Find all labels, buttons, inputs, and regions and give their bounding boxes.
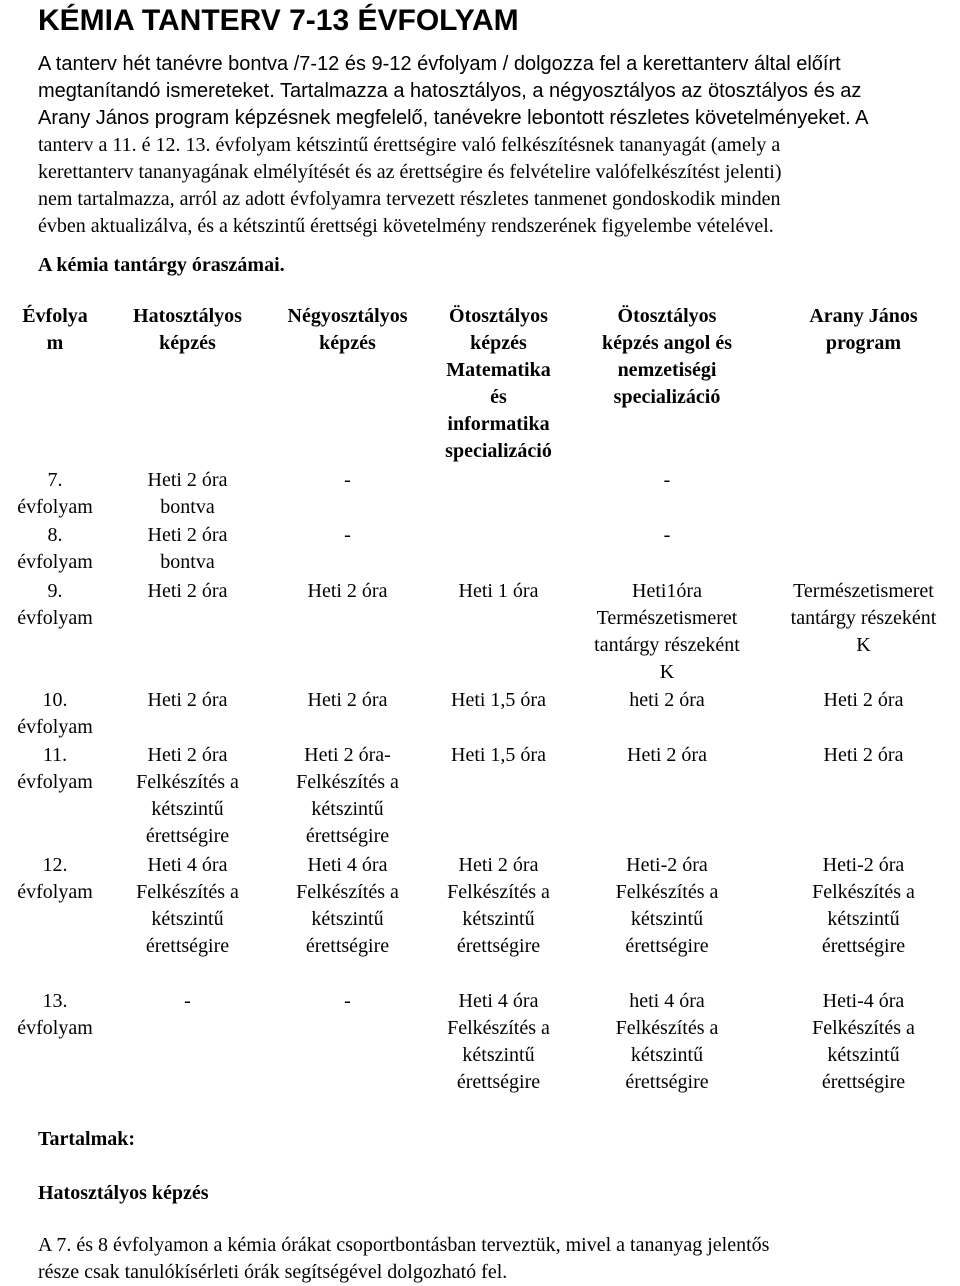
- section-paragraph: [38, 1232, 769, 1286]
- table-cell: -: [663, 469, 671, 491]
- table-cell: Heti 2 óra: [147, 689, 228, 711]
- year-cell: 8. évfolyam: [17, 524, 93, 573]
- table-cell: Heti 1,5 óra: [451, 744, 546, 766]
- header-five-grade-math: Ötosztályos képzés Matematika és informatika specializáció: [445, 305, 552, 462]
- year-cell: 12. évfolyam: [17, 854, 93, 903]
- intro-paragraph-2: [38, 132, 782, 240]
- page-title: KÉMIA TANTERV 7-13 ÉVFOLYAM: [38, 4, 519, 37]
- intro-paragraph-1: [38, 51, 868, 132]
- intro-line: A tanterv hét tanévre bontva /7-12 és 9-12 évfolyam / dolgozza fel a kerettanterv által előírt: [38, 53, 841, 75]
- table-cell: -: [344, 524, 351, 546]
- table-cell: Heti 2 óra Felkészítés a kétszintű érettségire: [447, 854, 550, 957]
- paragraph-line: A 7. és 8 évfolyamon a kémia órákat csoportbontásban terveztük, mivel a tananyag jelentős: [38, 1234, 770, 1256]
- header-four-grade: Négyosztályos képzés: [287, 305, 408, 354]
- year-cell: 10. évfolyam: [17, 689, 93, 738]
- table-cell: Heti-2 óra Felkészítés a kétszintű érettségire: [812, 854, 915, 957]
- intro-line: évben aktualizálva, és a kétszintű érettségi követelmény rendszerének figyelembe vételével.: [38, 215, 774, 237]
- table-cell: -: [344, 990, 351, 1012]
- table-cell: Heti 2 óra- Felkészítés a kétszintű érettségire: [296, 744, 399, 847]
- intro-line: Arany János program képzésnek megfelelő, tanévekre lebontott részletes követelményeket. A: [38, 107, 869, 129]
- header-five-grade-english: Ötosztályos képzés angol és nemzetiségi specializáció: [602, 305, 732, 408]
- table-cell: -: [184, 990, 191, 1012]
- table-cell: Természetismeret tantárgy részeként K: [790, 580, 937, 656]
- table-cell: Heti 1,5 óra: [451, 689, 546, 711]
- table-cell: Heti 4 óra Felkészítés a kétszintű érettségire: [447, 990, 550, 1093]
- table-cell: -: [344, 469, 351, 491]
- table-cell: Heti 2 óra Felkészítés a kétszintű érettségire: [136, 744, 239, 847]
- year-cell: 9. évfolyam: [17, 580, 93, 629]
- header-six-grade: Hatosztályos képzés: [133, 305, 242, 354]
- section-heading: Hatosztályos képzés: [38, 1182, 209, 1204]
- year-cell: 13. évfolyam: [17, 990, 93, 1039]
- intro-line: nem tartalmazza, arról az adott évfolyamra tervezett részletes tanmenet gondoskodik minden: [38, 188, 781, 210]
- header-year: Évfolya m: [22, 305, 88, 354]
- paragraph-line: része csak tanulókísérleti órák segítségével dolgozható fel.: [38, 1261, 508, 1283]
- table-cell: -: [663, 524, 671, 546]
- table-cell: Heti 1 óra: [458, 580, 539, 602]
- intro-line: kerettanterv tananyagának elmélyítését és az érettségire és felvételire valófelkészítést jelenti): [38, 161, 782, 183]
- table-cell: heti 4 óra Felkészítés a kétszintű érettségire: [615, 990, 719, 1093]
- table-cell: Heti 2 óra: [307, 689, 388, 711]
- table-cell: Heti 2 óra: [147, 580, 228, 602]
- table-cell: Heti 2 óra: [627, 744, 707, 766]
- table-cell: Heti 2 óra: [307, 580, 388, 602]
- year-cell: 11. évfolyam: [17, 744, 93, 793]
- table-cell: Heti-4 óra Felkészítés a kétszintű érettségire: [812, 990, 915, 1093]
- table-cell: Heti 4 óra Felkészítés a kétszintű érettségire: [136, 854, 239, 957]
- table-caption: A kémia tantárgy óraszámai.: [38, 254, 285, 276]
- table-cell: Heti 2 óra bontva: [147, 524, 228, 573]
- header-arany-janos: Arany János program: [809, 305, 918, 354]
- table-cell: Heti 2 óra bontva: [147, 469, 228, 518]
- table-cell: Heti-2 óra Felkészítés a kétszintű érettségire: [615, 854, 719, 957]
- year-cell: 7. évfolyam: [17, 469, 93, 518]
- table-cell: Heti 4 óra Felkészítés a kétszintű érettségire: [296, 854, 399, 957]
- intro-line: megtanítandó ismereteket. Tartalmazza a hatosztályos, a négyosztályos az ötosztályos és az: [38, 80, 862, 102]
- table-cell: Heti 2 óra: [823, 744, 904, 766]
- intro-line: tanterv a 11. é 12. 13. évfolyam kétszintű érettségire való felkészítésnek tananyagát (amely a: [38, 134, 781, 156]
- table-cell: Heti 2 óra: [823, 689, 904, 711]
- contents-heading: Tartalmak:: [38, 1128, 136, 1150]
- table-cell: Heti1óra Természetismeret tantárgy részeként K: [594, 580, 740, 683]
- table-cell: heti 2 óra: [629, 689, 705, 711]
